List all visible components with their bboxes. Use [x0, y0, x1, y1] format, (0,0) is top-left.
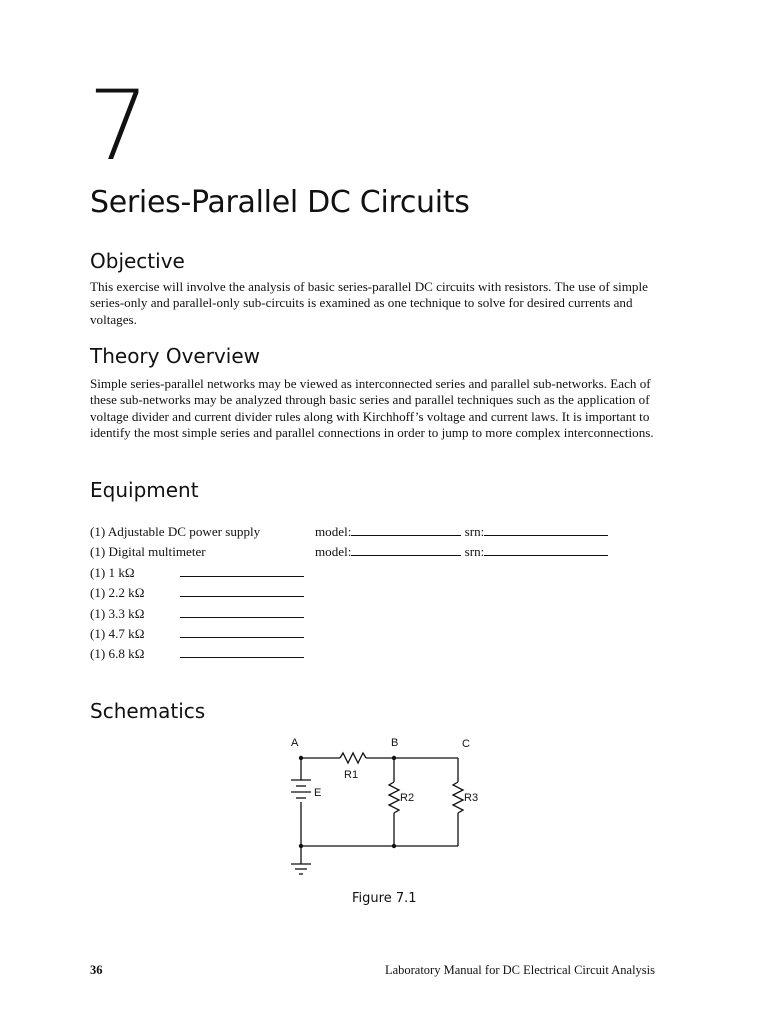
resistor-label: (1) 1 kΩ	[90, 565, 135, 580]
resistor-r3-symbol	[453, 782, 463, 813]
book-title: Laboratory Manual for DC Electrical Circuit Analysis	[384, 963, 655, 977]
equipment-row-multimeter	[90, 544, 608, 560]
resistor-label: (1) 3.3 kΩ	[90, 606, 145, 621]
node-dot-bottom	[392, 844, 396, 848]
label-r3: R3	[464, 792, 479, 804]
equipment-label: (1) Digital multimeter	[90, 544, 206, 559]
resistor-label: (1) 2.2 kΩ	[90, 585, 145, 600]
model-label: model:	[315, 544, 352, 559]
theory-heading: Theory Overview	[90, 344, 261, 368]
value-blank	[180, 606, 304, 618]
equipment-label: (1) Adjustable DC power supply	[90, 524, 261, 539]
resistor-r2-symbol	[389, 782, 399, 813]
node-dot-ground	[299, 844, 303, 848]
serial-blank	[484, 544, 608, 556]
figure-caption: Figure 7.1	[352, 891, 417, 906]
model-blank	[351, 544, 461, 556]
schematics-heading: Schematics	[90, 699, 206, 723]
value-blank	[180, 565, 304, 577]
value-blank	[180, 646, 304, 658]
value-blank	[180, 626, 304, 638]
equipment-heading: Equipment	[90, 478, 199, 502]
theory-text: Simple series-parallel networks may be viewed as interconnected series and parallel sub-networks. Each of these sub-networks may be analyzed through basic series and parallel techniques such as the application of voltage divider and current divider rules along with Kirchhoff’s voltage and current laws. It is important to identify the most simple series and parallel connections in order to jump to more complex interconnections.	[90, 376, 654, 441]
page-number: 36	[90, 963, 103, 977]
equipment-row-resistor	[90, 565, 304, 581]
serial-label: srn:	[464, 544, 485, 559]
node-label-a: A	[291, 737, 299, 749]
equipment-row-resistor	[90, 626, 304, 642]
node-dot-b	[392, 756, 396, 760]
value-blank	[180, 585, 304, 597]
equipment-row-resistor	[90, 606, 304, 622]
resistor-label: (1) 4.7 kΩ	[90, 626, 145, 641]
equipment-row-power-supply	[90, 524, 608, 540]
circuit-schematic	[270, 730, 500, 880]
label-r1: R1	[344, 769, 359, 781]
resistor-label: (1) 6.8 kΩ	[90, 646, 145, 661]
label-source: E	[314, 787, 322, 799]
equipment-row-resistor	[90, 646, 304, 662]
label-r2: R2	[400, 792, 415, 804]
objective-heading: Objective	[90, 249, 185, 273]
equipment-row-resistor	[90, 585, 304, 601]
model-blank	[351, 524, 461, 536]
node-label-b: B	[391, 737, 399, 749]
chapter-number: 7	[88, 70, 150, 182]
serial-blank	[484, 524, 608, 536]
objective-text: This exercise will involve the analysis of basic series-parallel DC circuits with resistors. The use of simple series-only and parallel-only sub-circuits is examined as one technique to solve for desired currents and voltages.	[90, 279, 648, 327]
node-dot-a	[299, 756, 303, 760]
model-label: model:	[315, 524, 352, 539]
resistor-r1-symbol	[340, 753, 366, 763]
chapter-title: Series-Parallel DC Circuits	[90, 185, 470, 220]
serial-label: srn:	[464, 524, 485, 539]
node-label-c: C	[462, 738, 470, 750]
